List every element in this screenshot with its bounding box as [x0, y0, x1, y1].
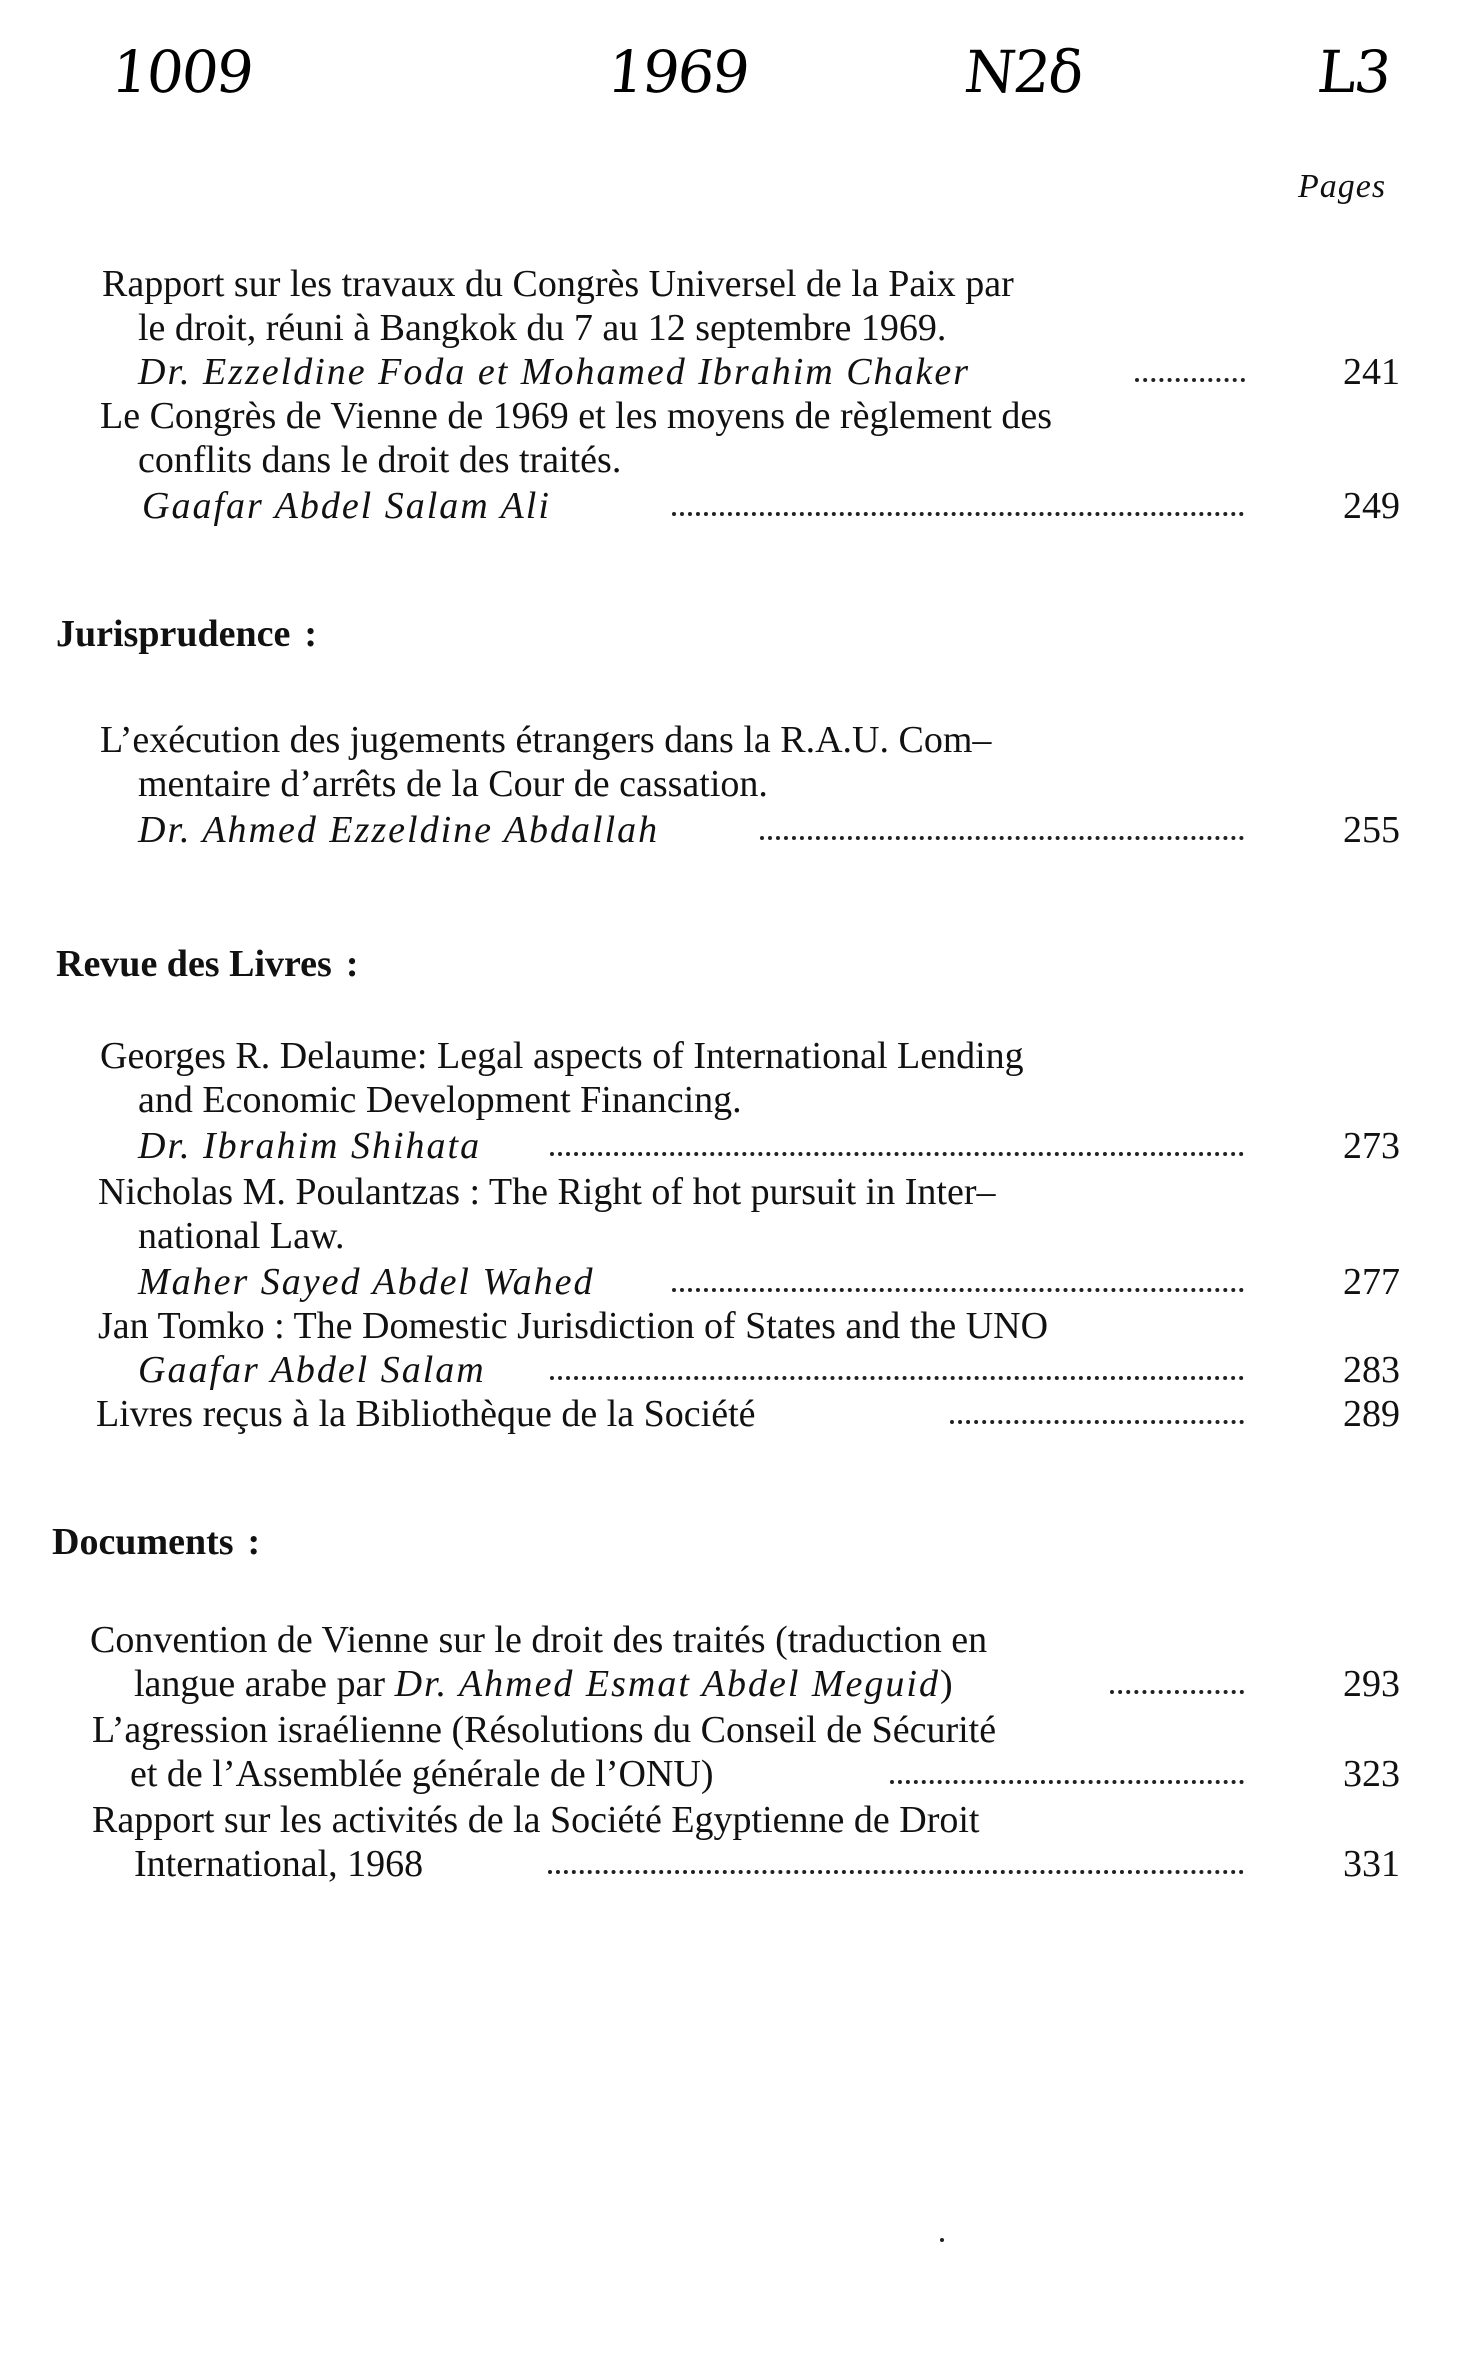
entry-author: Maher Sayed Abdel Wahed: [138, 1261, 595, 1303]
page-number: 283: [1343, 1349, 1400, 1391]
entry-author: Gaafar Abdel Salam Ali: [142, 485, 551, 527]
dot-leader: [950, 1414, 1244, 1424]
dot-leader: [890, 1774, 1244, 1784]
dot-leader: [550, 1146, 1244, 1156]
entry-author: Dr. Ahmed Ezzeldine Abdallah: [138, 809, 660, 851]
page-number: 255: [1343, 809, 1400, 851]
entry-line: L’agression israélienne (Résolutions du Conseil de Sécurité: [92, 1709, 997, 1751]
entry-line: Rapport sur les activités de la Société Egyptienne de Droit: [92, 1799, 980, 1841]
entry-author: Gaafar Abdel Salam: [138, 1349, 486, 1391]
handwritten-annotation: L3: [1314, 38, 1393, 106]
entry-line: national Law.: [138, 1215, 345, 1257]
section-heading-documents: Documents :: [52, 1521, 261, 1563]
dot-leader: [760, 830, 1244, 840]
pages-column-label: Pages: [1298, 168, 1387, 205]
section-heading-revue-des-livres: Revue des Livres :: [56, 943, 359, 985]
page-number: 331: [1343, 1843, 1400, 1885]
entry-line: International, 1968: [134, 1843, 424, 1885]
entry-line: and Economic Development Financing.: [138, 1079, 742, 1121]
entry-line: Rapport sur les travaux du Congrès Universel de la Paix par: [102, 263, 1014, 305]
dot-leader: [1135, 372, 1245, 382]
entry-line: Jan Tomko : The Domestic Jurisdiction of States and the UNO: [98, 1305, 1049, 1347]
entry-line: conflits dans le droit des traités.: [138, 439, 622, 481]
dot-leader: [550, 1370, 1244, 1380]
entry-line: Livres reçus à la Bibliothèque de la Société: [96, 1393, 756, 1435]
section-heading-jurisprudence: Jurisprudence :: [56, 613, 318, 655]
page-number: 289: [1343, 1393, 1400, 1435]
handwritten-annotation: 1009: [108, 38, 256, 106]
entry-line: Convention de Vienne sur le droit des traités (traduction en: [90, 1619, 988, 1661]
page-number: 241: [1343, 351, 1400, 393]
entry-line: langue arabe par Dr. Ahmed Esmat Abdel Meguid): [134, 1663, 953, 1705]
dot-leader: [1110, 1684, 1244, 1694]
page-number: 273: [1343, 1125, 1400, 1167]
dot-leader: [672, 506, 1244, 516]
entry-line: Georges R. Delaume: Legal aspects of International Lending: [100, 1035, 1024, 1077]
page-number: 249: [1343, 485, 1400, 527]
ink-speck: [940, 2238, 944, 2242]
entry-line: L’exécution des jugements étrangers dans la R.A.U. Com–: [100, 719, 992, 761]
page-number: 293: [1343, 1663, 1400, 1705]
dot-leader: [672, 1282, 1244, 1292]
entry-line: Nicholas M. Poulantzas : The Right of hot pursuit in Inter–: [98, 1171, 996, 1213]
dot-leader: [548, 1864, 1244, 1874]
entry-author: Dr. Ezzeldine Foda et Mohamed Ibrahim Chaker: [138, 351, 971, 393]
handwritten-annotation: N2δ: [961, 38, 1086, 106]
entry-line: le droit, réuni à Bangkok du 7 au 12 septembre 1969.: [138, 307, 947, 349]
entry-line: et de l’Assemblée générale de l’ONU): [130, 1753, 714, 1795]
entry-line: Le Congrès de Vienne de 1969 et les moyens de règlement des: [100, 395, 1053, 437]
entry-author: Dr. Ibrahim Shihata: [138, 1125, 482, 1167]
page-number: 277: [1343, 1261, 1400, 1303]
page-number: 323: [1343, 1753, 1400, 1795]
entry-line: mentaire d’arrêts de la Cour de cassation.: [138, 763, 768, 805]
handwritten-annotation: 1969: [604, 38, 752, 106]
